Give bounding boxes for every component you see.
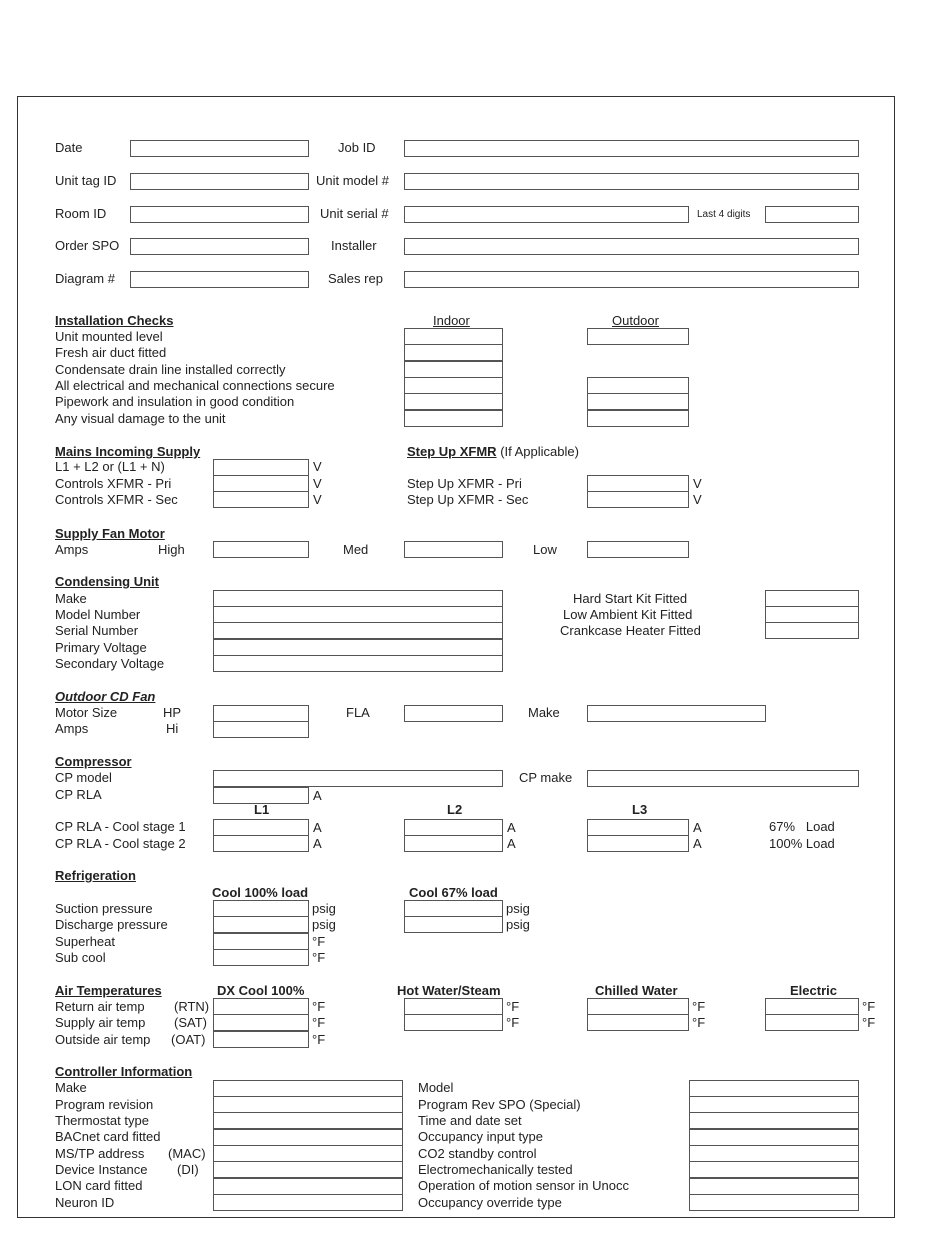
ctrl-right-field[interactable] <box>689 1080 859 1097</box>
ctrl-right-label: Operation of motion sensor in Unocc <box>418 1178 629 1193</box>
ctrl-right-label: Electromechanically tested <box>418 1162 573 1177</box>
diagram-label: Diagram # <box>55 271 115 286</box>
amp-unit: A <box>313 836 322 851</box>
stage2-label: CP RLA - Cool stage 2 <box>55 836 186 851</box>
room-id-label: Room ID <box>55 206 107 221</box>
ctrl-left-field[interactable] <box>213 1129 403 1146</box>
stage2-l1-field[interactable] <box>213 835 309 852</box>
stepup-title <box>407 444 579 460</box>
ctrl-left-label: Device Instance <box>55 1162 148 1177</box>
volt-unit: V <box>693 476 702 491</box>
cp-make-label: CP make <box>519 770 573 785</box>
low-ambient-field[interactable] <box>765 606 859 623</box>
electric-header: Electric <box>790 983 837 998</box>
discharge-100-field[interactable] <box>213 916 309 933</box>
job-id-label: Job ID <box>338 140 376 155</box>
hp-label: HP <box>163 705 182 720</box>
ctrl-left-field[interactable] <box>213 1112 403 1129</box>
hi-label: Hi <box>166 721 179 736</box>
degf-unit: °F <box>862 1015 876 1030</box>
rtn-abbr: (RTN) <box>174 999 210 1014</box>
volt-unit: V <box>313 492 322 507</box>
fla-label: FLA <box>346 705 370 720</box>
crankcase-label: Crankcase Heater Fitted <box>560 623 701 638</box>
unit-model-field[interactable] <box>404 173 859 190</box>
psig-unit: psig <box>312 917 336 932</box>
ctrl-left-label: BACnet card fitted <box>55 1129 161 1144</box>
cdfan-make-field[interactable] <box>587 705 766 722</box>
oat-abbr: (OAT) <box>171 1032 206 1047</box>
indoor-check-box[interactable] <box>404 361 503 378</box>
cp-model-label: CP model <box>55 770 112 785</box>
volt-unit: V <box>313 476 322 491</box>
low-ambient-label: Low Ambient Kit Fitted <box>563 607 693 622</box>
last4-field[interactable] <box>765 206 859 223</box>
unit-model-label: Unit model # <box>316 173 389 188</box>
cdfan-make-label: Make <box>528 705 560 720</box>
condensing-row-label: Primary Voltage <box>55 640 147 655</box>
stage1-label: CP RLA - Cool stage 1 <box>55 819 186 834</box>
volt-unit: V <box>313 459 322 474</box>
refrig-row-label: Suction pressure <box>55 901 153 916</box>
refrig-row-label: Sub cool <box>55 950 106 965</box>
degf-unit: °F <box>312 934 326 949</box>
indoor-check-box[interactable] <box>404 377 503 394</box>
degf-unit: °F <box>312 999 326 1014</box>
unit-serial-field[interactable] <box>404 206 689 223</box>
suction-100-field[interactable] <box>213 900 309 917</box>
cp-rla-label: CP RLA <box>55 787 102 802</box>
stepup-row-label: Step Up XFMR - Sec <box>407 492 529 507</box>
date-field[interactable] <box>130 140 309 157</box>
amp-unit: A <box>693 836 702 851</box>
mains-voltage-field[interactable] <box>213 475 309 492</box>
ctrl-right-label: Time and date set <box>418 1113 522 1128</box>
l2-header: L2 <box>447 802 463 817</box>
ctrl-right-field[interactable] <box>689 1129 859 1146</box>
fan-med-label: Med <box>343 542 369 557</box>
job-id-field[interactable] <box>404 140 859 157</box>
condensing-row-label: Secondary Voltage <box>55 656 165 671</box>
rtn-hw-field[interactable] <box>404 998 503 1015</box>
mains-voltage-field[interactable] <box>213 491 309 508</box>
indoor-check-box[interactable] <box>404 328 503 345</box>
rtn-elec-field[interactable] <box>765 998 859 1015</box>
indoor-check-box[interactable] <box>404 344 503 361</box>
hi-field[interactable] <box>213 721 309 738</box>
fan-med-field[interactable] <box>404 541 503 558</box>
ctrl-right-field[interactable] <box>689 1194 859 1211</box>
ctrl-left-label: Program revision <box>55 1097 154 1112</box>
ctrl-right-label: Occupancy input type <box>418 1129 544 1144</box>
stage2-l3-field[interactable] <box>587 835 689 852</box>
order-spo-field[interactable] <box>130 238 309 255</box>
amp-unit: A <box>693 820 702 835</box>
fan-high-label: High <box>158 542 185 557</box>
mains-row-label: L1 + L2 or (L1 + N) <box>55 459 165 474</box>
degf-unit: °F <box>506 999 520 1014</box>
stepup-title-text: Step Up XFMR <box>407 444 497 459</box>
condensing-field[interactable] <box>213 606 503 623</box>
check-label: Unit mounted level <box>55 329 163 344</box>
sales-rep-label: Sales rep <box>328 271 383 286</box>
controller-title: Controller Information <box>55 1064 193 1079</box>
rtn-cw-field[interactable] <box>587 998 689 1015</box>
sat-cw-field[interactable] <box>587 1014 689 1031</box>
compressor-title: Compressor <box>55 754 132 769</box>
refrig-row-label: Discharge pressure <box>55 917 168 932</box>
check-label: Fresh air duct fitted <box>55 345 167 360</box>
ctrl-right-field[interactable] <box>689 1178 859 1195</box>
mains-title: Mains Incoming Supply <box>55 444 201 459</box>
sat-abbr: (SAT) <box>174 1015 207 1030</box>
cool100-header: Cool 100% load <box>212 885 309 900</box>
installation-title: Installation Checks <box>55 313 174 328</box>
di-abbr: (DI) <box>177 1162 199 1177</box>
stepup-note: (If Applicable) <box>500 444 579 459</box>
l3-header: L3 <box>632 802 648 817</box>
ctrl-left-label: MS/TP address <box>55 1146 145 1161</box>
ctrl-left-label: Make <box>55 1080 87 1095</box>
sales-rep-field[interactable] <box>404 271 859 288</box>
condensing-field[interactable] <box>213 590 503 607</box>
ctrl-left-field[interactable] <box>213 1145 403 1162</box>
degf-unit: °F <box>312 1015 326 1030</box>
dx-cool-header: DX Cool 100% <box>217 983 305 998</box>
mains-row-label: Controls XFMR - Sec <box>55 492 178 507</box>
sat-dx-field[interactable] <box>213 1014 309 1031</box>
amp-unit: A <box>313 788 322 803</box>
hard-start-label: Hard Start Kit Fitted <box>573 591 688 606</box>
indoor-check-box[interactable] <box>404 410 503 427</box>
subcool-100-field[interactable] <box>213 949 309 966</box>
stepup-row-label: Step Up XFMR - Pri <box>407 476 522 491</box>
stage2-l2-field[interactable] <box>404 835 503 852</box>
load67-label: 67% Load <box>769 819 835 834</box>
refrig-row-label: Superheat <box>55 934 115 949</box>
degf-unit: °F <box>312 950 326 965</box>
condensing-field[interactable] <box>213 622 503 639</box>
psig-unit: psig <box>312 901 336 916</box>
mains-row-label: Controls XFMR - Pri <box>55 476 172 491</box>
ctrl-left-field[interactable] <box>213 1080 403 1097</box>
indoor-header: Indoor <box>433 313 470 328</box>
fan-low-field[interactable] <box>587 541 689 558</box>
chilled-water-header: Chilled Water <box>595 983 678 998</box>
ctrl-right-label: CO2 standby control <box>418 1146 537 1161</box>
fan-low-label: Low <box>533 542 557 557</box>
check-label: All electrical and mechanical connections secure <box>55 378 335 393</box>
fan-amps-label: Amps <box>55 542 89 557</box>
suction-67-field[interactable] <box>404 900 503 917</box>
crankcase-field[interactable] <box>765 622 859 639</box>
ctrl-right-field[interactable] <box>689 1112 859 1129</box>
ctrl-right-field[interactable] <box>689 1096 859 1113</box>
outdoor-check-box[interactable] <box>587 410 689 427</box>
date-label: Date <box>55 140 83 155</box>
ctrl-left-field[interactable] <box>213 1194 403 1211</box>
stepup-voltage-field[interactable] <box>587 491 689 508</box>
check-label: Any visual damage to the unit <box>55 411 226 426</box>
installer-label: Installer <box>331 238 377 253</box>
cool67-header: Cool 67% load <box>409 885 498 900</box>
unit-tag-field[interactable] <box>130 173 309 190</box>
rtn-dx-field[interactable] <box>213 998 309 1015</box>
ctrl-right-label: Model <box>418 1080 454 1095</box>
return-air-label: Return air temp <box>55 999 145 1014</box>
indoor-check-box[interactable] <box>404 393 503 410</box>
sat-hw-field[interactable] <box>404 1014 503 1031</box>
ctrl-left-label: LON card fitted <box>55 1178 143 1193</box>
cp-model-field[interactable] <box>213 770 503 787</box>
degf-unit: °F <box>692 1015 706 1030</box>
cp-make-field[interactable] <box>587 770 859 787</box>
diagram-field[interactable] <box>130 271 309 288</box>
outdoor-check-box[interactable] <box>587 377 689 394</box>
ctrl-left-label: Neuron ID <box>55 1195 115 1210</box>
hp-field[interactable] <box>213 705 309 722</box>
degf-unit: °F <box>862 999 876 1014</box>
unit-serial-label: Unit serial # <box>320 206 389 221</box>
motor-size-label: Motor Size <box>55 705 118 720</box>
fan-high-field[interactable] <box>213 541 309 558</box>
cdfan-amps-label: Amps <box>55 721 89 736</box>
unit-tag-label: Unit tag ID <box>55 173 117 188</box>
stage1-l1-field[interactable] <box>213 819 309 836</box>
outdoor-header: Outdoor <box>612 313 659 328</box>
ctrl-left-field[interactable] <box>213 1178 403 1195</box>
ctrl-right-label: Program Rev SPO (Special) <box>418 1097 581 1112</box>
ctrl-right-field[interactable] <box>689 1145 859 1162</box>
psig-unit: psig <box>506 917 530 932</box>
amp-unit: A <box>313 820 322 835</box>
discharge-67-field[interactable] <box>404 916 503 933</box>
check-label: Condensate drain line installed correctly <box>55 362 286 377</box>
fan-title: Supply Fan Motor <box>55 526 165 541</box>
amp-unit: A <box>507 836 516 851</box>
mains-voltage-field[interactable] <box>213 459 309 476</box>
volt-unit: V <box>693 492 702 507</box>
outside-air-label: Outside air temp <box>55 1032 151 1047</box>
stage1-l3-field[interactable] <box>587 819 689 836</box>
installer-field[interactable] <box>404 238 859 255</box>
ctrl-right-label: Occupancy override type <box>418 1195 562 1210</box>
amp-unit: A <box>507 820 516 835</box>
fla-field[interactable] <box>404 705 503 722</box>
outdoor-check-box[interactable] <box>587 328 689 345</box>
condensing-row-label: Model Number <box>55 607 141 622</box>
stage1-l2-field[interactable] <box>404 819 503 836</box>
condensing-field[interactable] <box>213 655 503 672</box>
air-title: Air Temperatures <box>55 983 162 998</box>
psig-unit: psig <box>506 901 530 916</box>
mac-abbr: (MAC) <box>168 1146 206 1161</box>
load100-label: 100% Load <box>769 836 835 851</box>
oat-dx-field[interactable] <box>213 1031 309 1048</box>
hot-water-header: Hot Water/Steam <box>397 983 501 998</box>
degf-unit: °F <box>692 999 706 1014</box>
condensing-row-label: Serial Number <box>55 623 139 638</box>
room-id-field[interactable] <box>130 206 309 223</box>
order-spo-label: Order SPO <box>55 238 120 253</box>
ctrl-right-field[interactable] <box>689 1161 859 1178</box>
cdfan-title: Outdoor CD Fan <box>55 689 156 704</box>
l1-header: L1 <box>254 802 270 817</box>
ctrl-left-field[interactable] <box>213 1161 403 1178</box>
outdoor-check-box[interactable] <box>587 393 689 410</box>
degf-unit: °F <box>506 1015 520 1030</box>
superheat-100-field[interactable] <box>213 933 309 950</box>
sat-elec-field[interactable] <box>765 1014 859 1031</box>
condensing-row-label: Make <box>55 591 87 606</box>
condensing-field[interactable] <box>213 639 503 656</box>
condensing-title: Condensing Unit <box>55 574 159 589</box>
check-label: Pipework and insulation in good condition <box>55 394 295 409</box>
stepup-voltage-field[interactable] <box>587 475 689 492</box>
last4-label: Last 4 digits <box>697 209 751 220</box>
ctrl-left-label: Thermostat type <box>55 1113 149 1128</box>
supply-air-label: Supply air temp <box>55 1015 146 1030</box>
hard-start-field[interactable] <box>765 590 859 607</box>
refrigeration-title: Refrigeration <box>55 868 136 883</box>
degf-unit: °F <box>312 1032 326 1047</box>
ctrl-left-field[interactable] <box>213 1096 403 1113</box>
